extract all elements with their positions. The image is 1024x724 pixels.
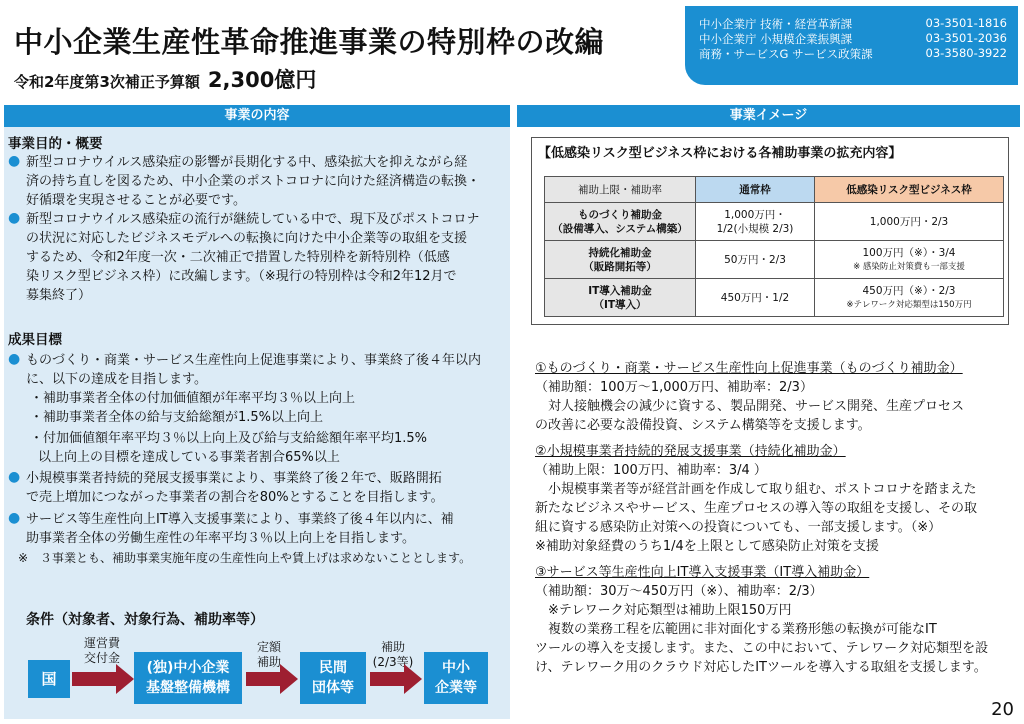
contact-row: [699, 16, 1007, 32]
section-title-2: ②小規模事業者持続的発展支援事業（持続化補助金）: [535, 444, 846, 459]
text-line: 50万円・2/3: [724, 253, 786, 266]
text-line: (2/3等): [372, 655, 414, 669]
section-title-1: ①ものづくり・商業・サービス生産性向上促進事業（ものづくり補助金）: [535, 361, 963, 376]
text-line: の状況に対応したビジネスモデルへの転換に向けた中小企業等の取組を支援: [26, 231, 467, 246]
special-cell: [815, 279, 1004, 317]
contact-phone: 03-3501-2036: [925, 31, 1007, 45]
result-line: サービス等生産性向上IT導入支援事業により、事業終了後４年以内に、補: [26, 512, 454, 527]
flow-arrowhead-icon: [280, 664, 298, 694]
flow-arrowhead-icon: [404, 664, 422, 694]
result-line: ・補助事業者全体の付加価値額が年率平均３％以上向上: [30, 391, 356, 406]
text-line: 補助: [380, 640, 405, 654]
text-line: 募集終了）: [26, 288, 92, 303]
section-line: け、テレワーク用のクラウド対応したITツールを導入する取組を支援します。: [535, 660, 987, 675]
text-line: 運営費: [83, 636, 120, 650]
text-line: （IT導入）: [593, 298, 647, 311]
purpose-bullet-1: [26, 153, 510, 210]
flow-label-1: [72, 636, 132, 666]
result-line: に、以下の達成を目指します。: [26, 372, 207, 387]
bullet-icon: ●: [8, 210, 21, 226]
text-line: （販路開拓等）: [583, 260, 657, 273]
section-line: 小規模事業者等が経営計画を作成して取り組む、ポストコロナを踏まえた: [535, 482, 977, 497]
text-line: ものづくり補助金: [578, 208, 662, 221]
text-line: ※テレワーク対応類型は150万円: [846, 299, 972, 310]
page-title: 中小企業生産性革命推進事業の特別枠の改編: [14, 25, 605, 59]
text-line: 中小: [442, 660, 470, 676]
text-line: 好循環を実現させることが必要です。: [26, 193, 246, 208]
text-line: （設備導入、システム構築）: [552, 222, 688, 235]
budget-label: 令和2年度第3次補正予算額: [14, 73, 200, 91]
text-line: 450万円・1/2: [720, 291, 790, 304]
text-line: 100万円（※）・3/4: [862, 246, 956, 259]
table-title: 【低感染リスク型ビジネス枠における各補助事業の拡充内容】: [538, 146, 902, 161]
normal-cell: [696, 241, 815, 279]
section-line: ※補助対象経費のうち1/4を上限として感染防止対策を支援: [535, 539, 879, 554]
text-line: 団体等: [312, 680, 354, 696]
table-row: [545, 241, 1004, 279]
section-line: （補助額：30万～450万円（※）、補助率：2/3）: [535, 584, 823, 599]
right-panel-heading: 事業イメージ: [517, 105, 1020, 127]
section-line: ※テレワーク対応類型は補助上限150万円: [535, 603, 792, 618]
purpose-bullet-2: [26, 210, 510, 305]
text-line: 450万円（※）・2/3: [862, 284, 956, 297]
purpose-title: 事業目的・概要: [8, 136, 103, 152]
special-cell: [815, 203, 1004, 241]
section-line: の改善に必要な設備投資、システム構築等を支援します。: [535, 418, 871, 433]
section-title-3: ③サービス等生産性向上IT導入支援事業（IT導入補助金）: [535, 565, 870, 580]
text-line: するため、令和2年度一次・二次補正で措置した特別枠を新特別枠（低感: [26, 250, 450, 265]
result-line: 以上向上の目標を達成している事業者割合65%以上: [38, 450, 340, 465]
text-line: 交付金: [83, 651, 120, 665]
conditions-title: 条件（対象者、対象行為、補助率等）: [26, 612, 264, 628]
left-panel-heading: 事業の内容: [4, 105, 510, 127]
page-number: 20: [991, 699, 1014, 720]
contact-row: [699, 46, 1007, 62]
table-row: [545, 279, 1004, 317]
flow-box-smrj: [134, 652, 242, 704]
text-line: 1/2(小規模 2/3): [716, 222, 794, 235]
section-line: （補助額：100万～1,000万円、補助率：2/3）: [535, 380, 813, 395]
flow-arrow-3: [370, 672, 404, 686]
text-line: (独)中小企業: [146, 660, 230, 676]
flow-box-private-org: [300, 652, 366, 704]
row-name: [545, 203, 696, 241]
text-line: 民間: [319, 660, 347, 676]
contact-phone: 03-3580-3922: [925, 46, 1007, 60]
contact-row: [699, 31, 1007, 47]
contact-dept: 中小企業庁 技術・経営革新課: [699, 17, 853, 31]
result-line: 小規模事業者持続的発展支援事業により、事業終了後２年で、販路開拓: [26, 471, 442, 486]
text-line: 定額: [256, 640, 281, 654]
flow-arrowhead-icon: [116, 664, 134, 694]
text-line: IT導入補助金: [588, 284, 652, 297]
result-line: ・付加価値額年率平均３％以上向上及び給与支給総額年率平均1.5%: [30, 431, 428, 446]
text-line: 持続化補助金: [588, 246, 652, 259]
flow-box-government: 国: [28, 660, 70, 698]
result-line: ものづくり・商業・サービス生産性向上促進事業により、事業終了後４年以内: [26, 353, 482, 368]
flow-box-sme: [424, 652, 488, 704]
text-line: 企業等: [435, 680, 477, 696]
section-line: 組に資する感染防止対策への投資についても、一部支援します。（※）: [535, 520, 942, 535]
table-header: 低感染リスク型ビジネス枠: [815, 177, 1004, 203]
table-header: 通常枠: [696, 177, 815, 203]
result-line: ・補助事業者全体の給与支給総額が1.5%以上向上: [30, 410, 324, 425]
result-line: で売上増加につながった事業者の割合を80%とすることを目指します。: [26, 490, 444, 505]
budget-line: [14, 64, 316, 94]
normal-cell: [696, 279, 815, 317]
bullet-icon: ●: [8, 469, 21, 485]
result-note: ※ ３事業とも、補助事業実施年度の生産性向上や賃上げは求めないこととします。: [18, 551, 472, 565]
section-line: 対人接触機会の減少に資する、製品開発、サービス開発、生産プロセス: [535, 399, 965, 414]
table-row: [545, 203, 1004, 241]
contact-dept: 商務・サービスG サービス政策課: [699, 47, 873, 61]
section-line: 新たなビジネスやサービス、生産プロセスの導入等の取組を支援し、その取: [535, 501, 978, 516]
comparison-table: [544, 176, 1004, 317]
contact-phone: 03-3501-1816: [925, 16, 1007, 30]
bullet-icon: ●: [8, 351, 21, 367]
contact-box: [685, 6, 1018, 85]
normal-cell: [696, 203, 815, 241]
table-header: 補助上限・補助率: [545, 177, 696, 203]
text-line: 1,000万円・: [724, 208, 786, 221]
contact-dept: 中小企業庁 小規模企業振興課: [699, 32, 853, 46]
text-line: 補助: [256, 655, 281, 669]
section-line: ツールの導入を支援します。また、この中において、テレワーク対応類型を設: [535, 641, 989, 656]
text-line: 新型コロナウイルス感染症の影響が長期化する中、感染拡大を抑えながら経: [26, 155, 468, 170]
flow-arrow-1: [72, 672, 116, 686]
result-line: 助事業者全体の労働生産性の年率平均３％以上向上を目指します。: [26, 531, 415, 546]
text-line: 基盤整備機構: [146, 680, 230, 696]
section-line: （補助上限：100万円、補助率：3/4 ）: [535, 463, 767, 478]
row-name: [545, 241, 696, 279]
text-line: 済の持ち直しを図るため、中小企業のポストコロナに向けた経済構造の転換・: [26, 174, 480, 189]
row-name: [545, 279, 696, 317]
text-line: ※ 感染防止対策費も一部支援: [853, 261, 965, 272]
bullet-icon: ●: [8, 510, 21, 526]
bullet-icon: ●: [8, 153, 21, 169]
text-line: 1,000万円・2/3: [869, 215, 949, 228]
text-line: 新型コロナウイルス感染症の流行が継続している中で、現下及びポストコロナ: [26, 212, 480, 227]
results-title: 成果目標: [8, 332, 62, 348]
section-line: 複数の業務工程を広範囲に非対面化する業務形態の転換が可能なIT: [535, 622, 937, 637]
budget-amount: 2,300億円: [207, 68, 317, 92]
special-cell: [815, 241, 1004, 279]
flow-arrow-2: [246, 672, 280, 686]
text-line: 染リスク型ビジネス枠）に改編します。（※現行の特別枠は令和2年12月で: [26, 269, 457, 284]
